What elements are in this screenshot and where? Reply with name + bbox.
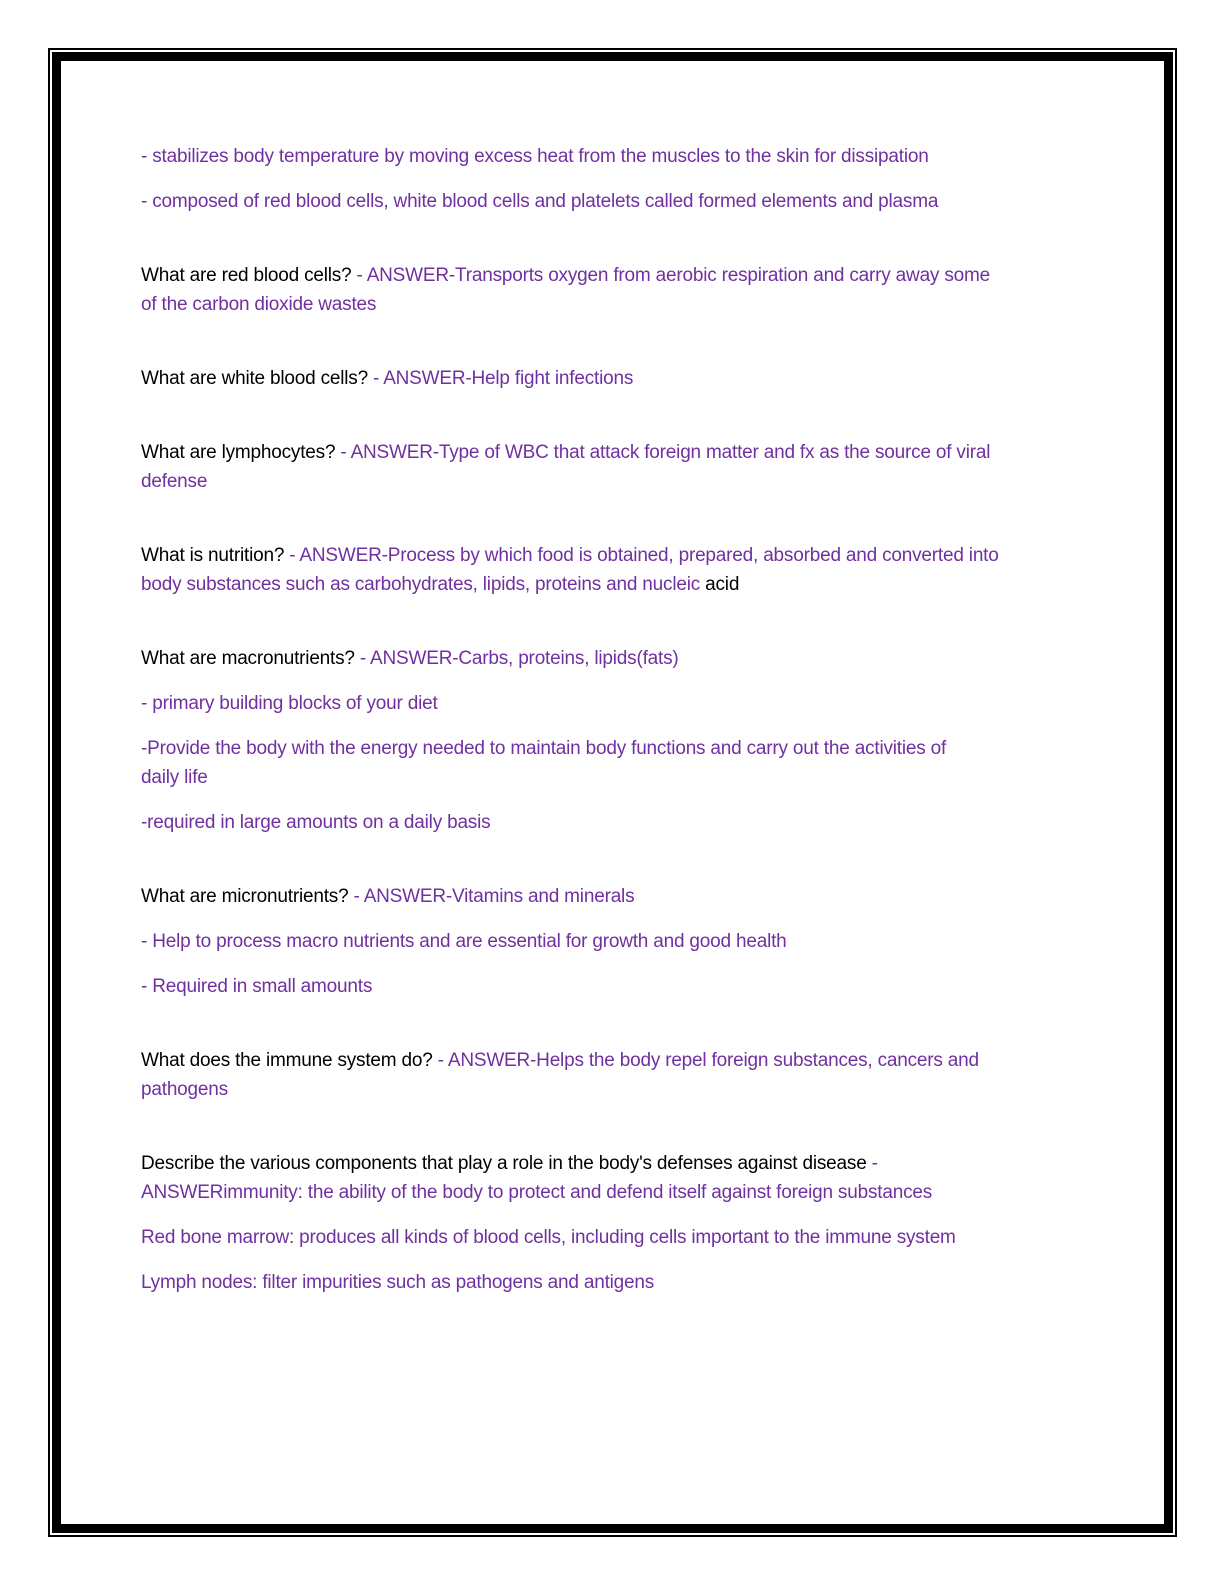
text-line (141, 1046, 1136, 1075)
paragraph (141, 1149, 1136, 1207)
answer-text: - (866, 1153, 878, 1174)
page-border-inner (52, 52, 1173, 1533)
paragraph (141, 364, 1136, 393)
question-text: What are lymphocytes? (141, 442, 336, 463)
answer-text: - ANSWER-Type of WBC that attack foreign matter and fx as the source of viral (335, 442, 991, 463)
answer-text: ANSWERimmunity: the ability of the body to protect and defend itself against foreign substances (141, 1182, 933, 1203)
qa-section (141, 1149, 1136, 1297)
paragraph (141, 882, 1136, 911)
answer-text: - ANSWER-Process by which food is obtained, prepared, absorbed and converted into (284, 545, 999, 566)
text-line (141, 689, 1136, 718)
text-line (141, 261, 1136, 290)
answer-text: - ANSWER-Carbs, proteins, lipids(fats) (354, 648, 679, 669)
page-frame (48, 48, 1177, 1537)
answer-text: of the carbon dioxide wastes (141, 294, 377, 315)
answer-text: body substances such as carbohydrates, lipids, proteins and nucleic (141, 574, 706, 595)
qa-section (141, 644, 1136, 837)
qa-section (141, 541, 1136, 599)
answer-text: - Help to process macro nutrients and are essential for growth and good health (141, 931, 787, 952)
text-line (141, 1223, 1136, 1252)
text-line (141, 763, 1136, 792)
text-line (141, 570, 1136, 599)
question-text: What does the immune system do? (141, 1050, 433, 1071)
paragraph (141, 808, 1136, 837)
answer-text: defense (141, 471, 208, 492)
qa-section (141, 438, 1136, 496)
answer-text: Red bone marrow: produces all kinds of blood cells, including cells important to the immune system (141, 1227, 956, 1248)
answer-text: daily life (141, 767, 208, 788)
text-line (141, 364, 1136, 393)
text-line (141, 438, 1136, 467)
paragraph (141, 142, 1136, 171)
paragraph (141, 1046, 1136, 1104)
qa-section (141, 364, 1136, 393)
paragraph (141, 734, 1136, 792)
question-text: Describe the various components that play a role in the body's defenses against disease (141, 1153, 867, 1174)
answer-text: Lymph nodes: filter impurities such as pathogens and antigens (141, 1272, 655, 1293)
text-line (141, 1075, 1136, 1104)
paragraph (141, 541, 1136, 599)
question-text: What are red blood cells? (141, 265, 352, 286)
answer-text: pathogens (141, 1079, 228, 1100)
text-line (141, 1178, 1136, 1207)
answer-text: - ANSWER-Helps the body repel foreign substances, cancers and (432, 1050, 979, 1071)
text-line (141, 972, 1136, 1001)
paragraph (141, 438, 1136, 496)
qa-section (141, 261, 1136, 319)
text-line (141, 882, 1136, 911)
answer-text: - ANSWER-Transports oxygen from aerobic respiration and carry away some (351, 265, 990, 286)
question-text: What are macronutrients? (141, 648, 355, 669)
text-line (141, 187, 1136, 216)
qa-section (141, 142, 1136, 216)
question-text: What are white blood cells? (141, 368, 368, 389)
text-line (141, 467, 1136, 496)
text-line (141, 1268, 1136, 1297)
text-line (141, 644, 1136, 673)
question-text: acid (705, 574, 740, 595)
qa-section (141, 882, 1136, 1001)
text-line (141, 290, 1136, 319)
paragraph (141, 261, 1136, 319)
paragraph (141, 644, 1136, 673)
question-text: What is nutrition? (141, 545, 285, 566)
text-line (141, 1149, 1136, 1178)
paragraph (141, 1268, 1136, 1297)
qa-section (141, 1046, 1136, 1104)
answer-text: - Required in small amounts (141, 976, 373, 997)
paragraph (141, 1223, 1136, 1252)
answer-text: - stabilizes body temperature by moving excess heat from the muscles to the skin for dissipation (141, 146, 929, 167)
answer-text: -Provide the body with the energy needed to maintain body functions and carry out the activities of (141, 738, 947, 759)
text-line (141, 541, 1136, 570)
answer-text: -required in large amounts on a daily basis (141, 812, 491, 833)
document-content (61, 61, 1164, 1297)
answer-text: - composed of red blood cells, white blood cells and platelets called formed elements and plasma (141, 191, 939, 212)
answer-text: - primary building blocks of your diet (141, 693, 438, 714)
paragraph (141, 187, 1136, 216)
text-line (141, 734, 1136, 763)
paragraph (141, 689, 1136, 718)
answer-text: - ANSWER-Vitamins and minerals (348, 886, 635, 907)
paragraph (141, 972, 1136, 1001)
text-line (141, 142, 1136, 171)
text-line (141, 927, 1136, 956)
answer-text: - ANSWER-Help fight infections (367, 368, 634, 389)
paragraph (141, 927, 1136, 956)
text-line (141, 808, 1136, 837)
question-text: What are micronutrients? (141, 886, 349, 907)
